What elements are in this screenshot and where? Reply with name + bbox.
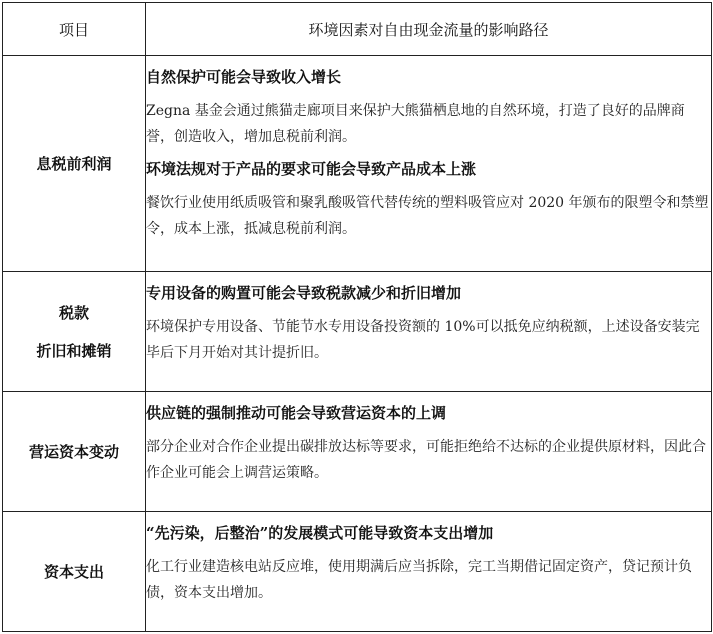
row-label: 息税前利润	[36, 154, 112, 173]
table-row	[3, 392, 712, 512]
row-label-ebit	[3, 56, 146, 272]
row-label: 税款	[58, 303, 89, 322]
row-label: 折旧和摊销	[36, 341, 112, 360]
table-row	[3, 56, 712, 272]
row-label: 营运资本变动	[28, 442, 119, 461]
section-text: Zegna 基金会通过熊猫走廊项目来保护大熊猫栖息地的自然环境，打造了良好的品牌商誉，创造收入，增加息税前利润。	[146, 103, 685, 145]
row-label-capex	[3, 512, 146, 632]
row-content	[146, 272, 712, 392]
section-text: 餐饮行业使用纸质吸管和聚乳酸吸管代替传统的塑料吸管应对 2020 年颁布的限塑令和禁塑令，成本上涨，抵减息税前利润。	[146, 195, 709, 237]
row-content	[146, 512, 712, 632]
row-label-tax-depreciation	[3, 272, 146, 392]
section-text: 部分企业对合作企业提出碳排放达标等要求，可能拒绝给不达标的企业提供原材料，因此合作企业可能会上调营运策略。	[146, 439, 706, 481]
row-label: 资本支出	[43, 562, 104, 581]
section-heading: 自然保护可能会导致收入增长	[146, 68, 342, 86]
table-row	[3, 512, 712, 632]
section-heading: 环境法规对于产品的要求可能会导致产品成本上涨	[146, 160, 477, 178]
impact-table	[2, 2, 712, 632]
section-heading: 专用设备的购置可能会导致税款减少和折旧增加	[146, 284, 462, 302]
table-row	[3, 272, 712, 392]
row-label-working-capital	[3, 392, 146, 512]
row-content	[146, 56, 712, 272]
header-impact-path: 环境因素对自由现金流量的影响路径	[146, 3, 712, 56]
section-text: 环境保护专用设备、节能节水专用设备投资额的 10%可以抵免应纳税额，上述设备安装完毕后下月开始对其计提折旧。	[146, 319, 700, 361]
section-heading: “先污染，后整治”的发展模式可能导致资本支出增加	[146, 524, 494, 542]
header-row	[3, 3, 712, 56]
section-heading: 供应链的强制推动可能会导致营运资本的上调	[146, 404, 447, 422]
header-item: 项目	[3, 3, 146, 56]
section-text: 化工行业建造核电站反应堆，使用期满后应当拆除，完工当期借记固定资产，贷记预计负债，资本支出增加。	[146, 559, 692, 601]
row-content	[146, 392, 712, 512]
